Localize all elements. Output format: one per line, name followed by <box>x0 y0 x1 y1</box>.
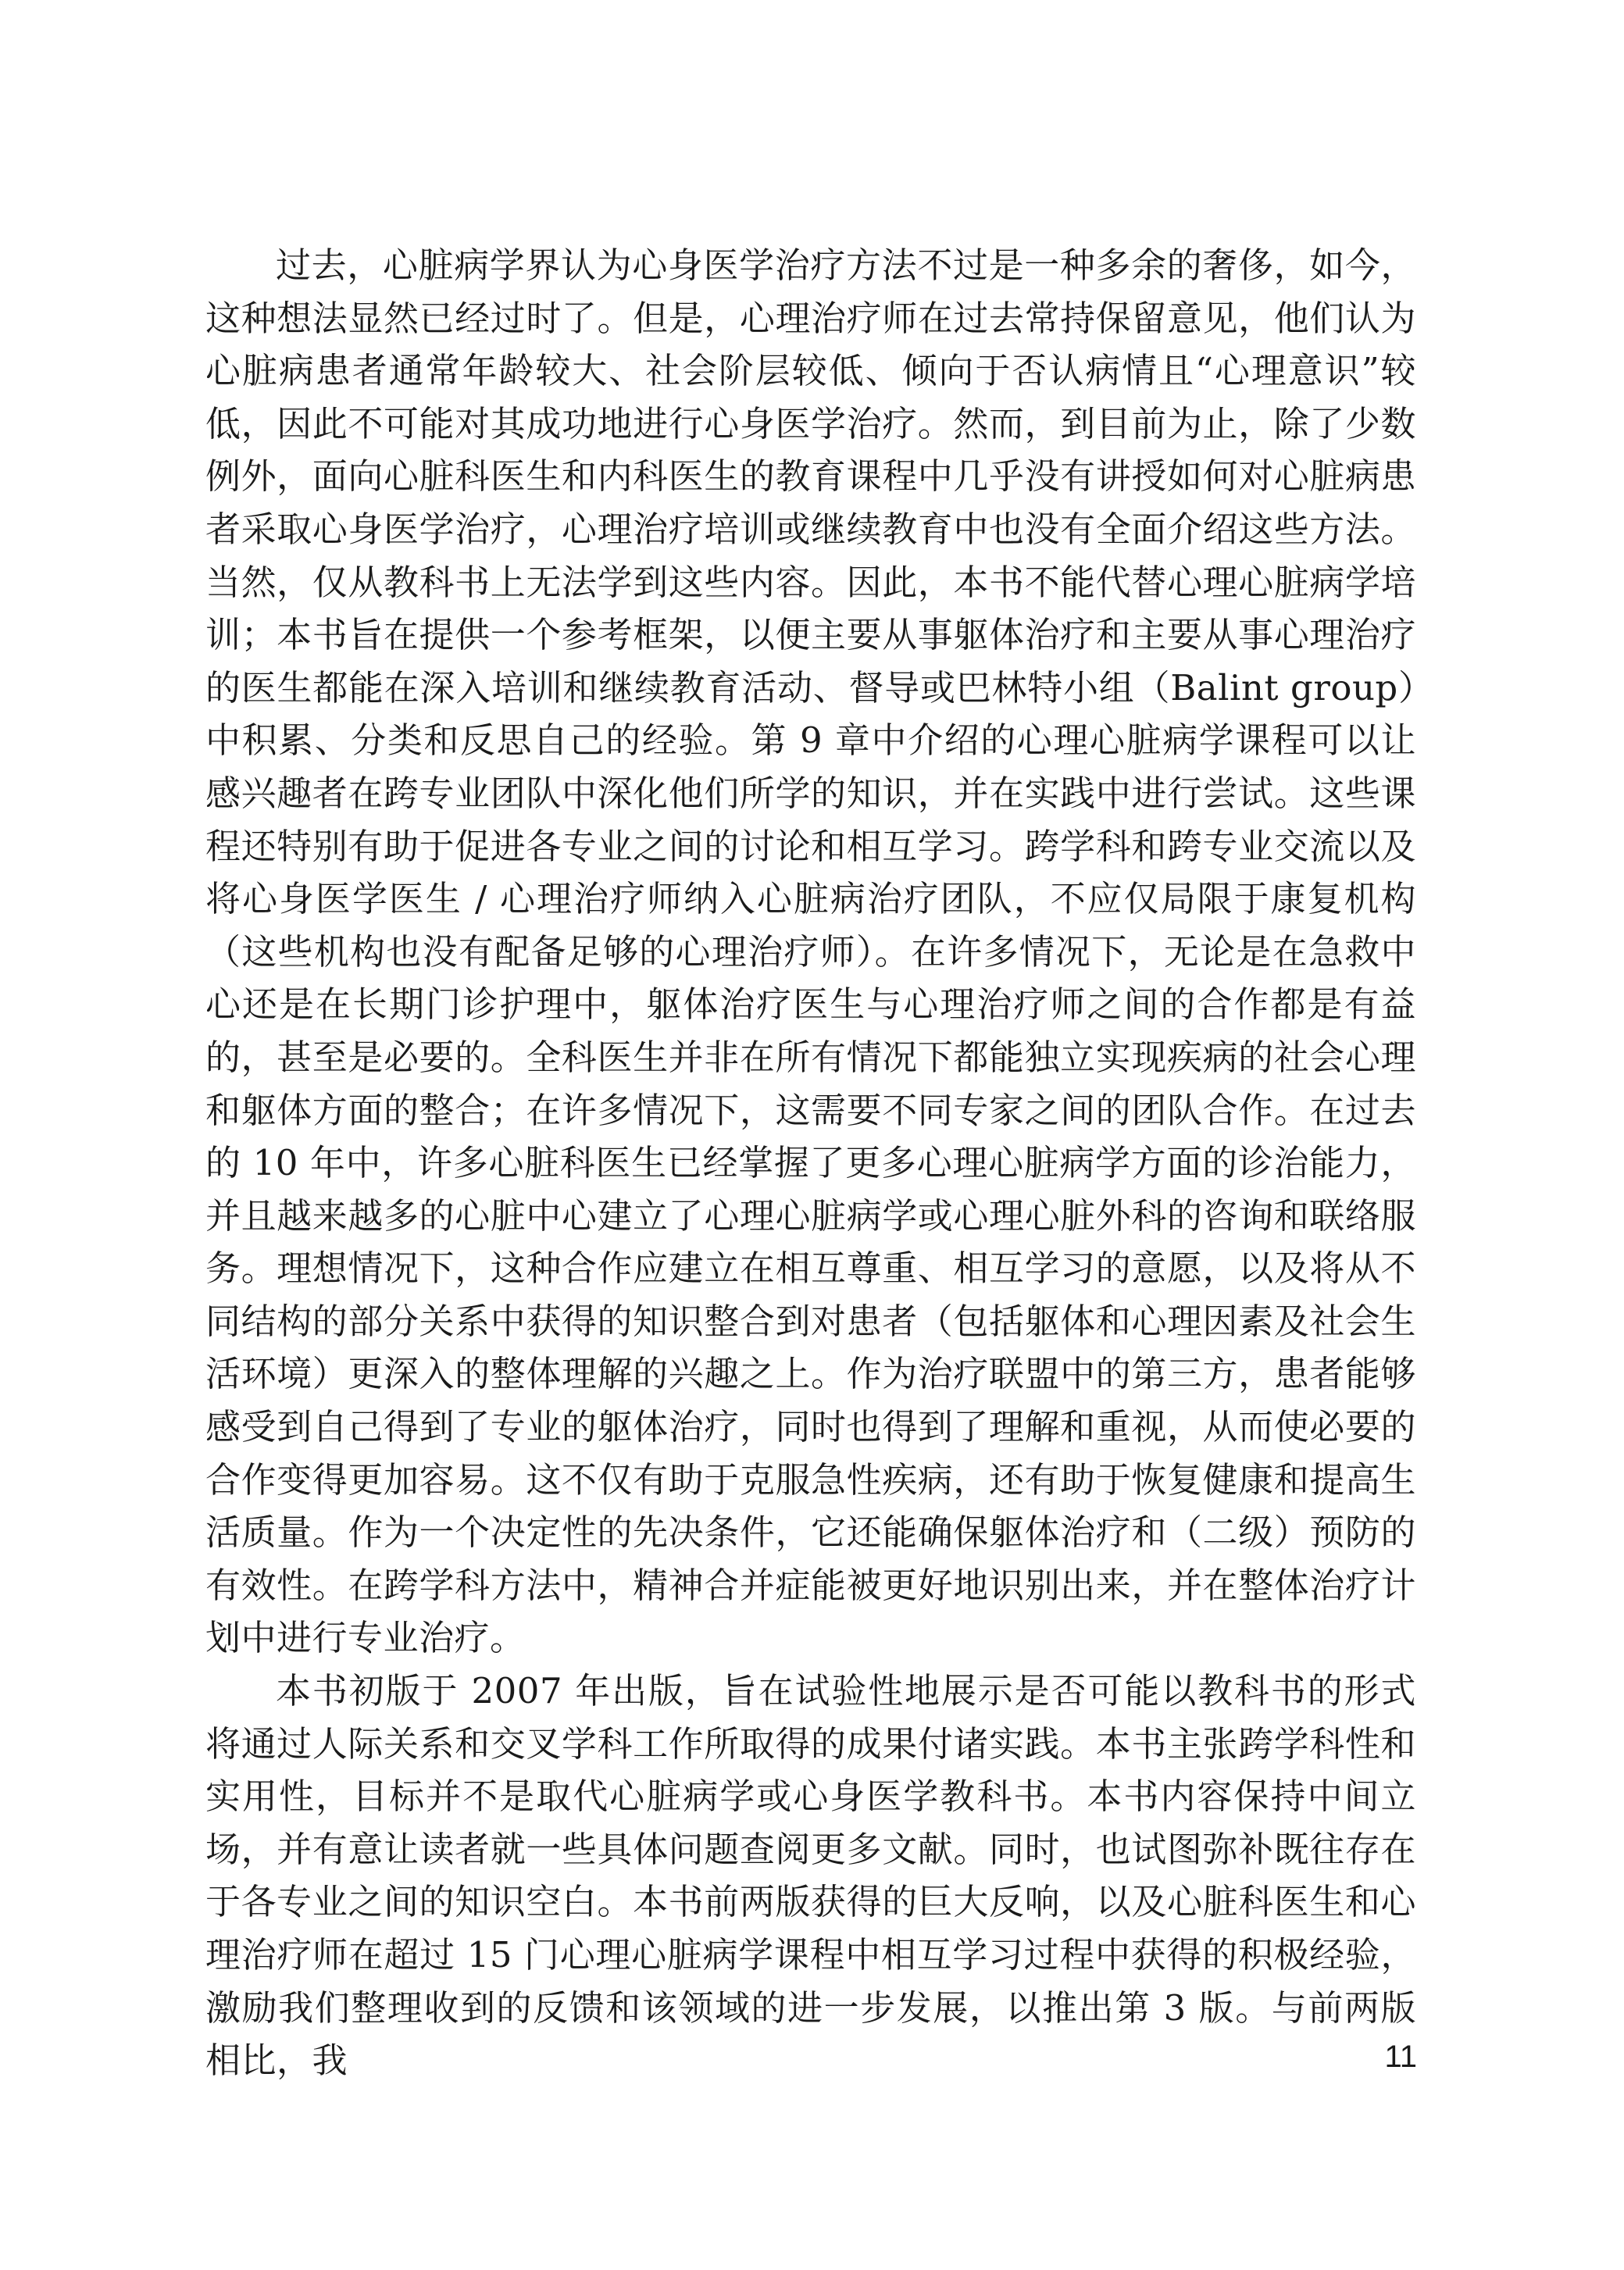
paragraph-1: 过去，心脏病学界认为心身医学治疗方法不过是一种多余的奢侈，如今，这种想法显然已经过时了。但是，心理治疗师在过去常持保留意见，他们认为心脏病患者通常年龄较大、社会阶层较低、倾向于否认病情且“心理意识”较低，因此不可能对其成功地进行心身医学治疗。然而，到目前为止，除了少数例外，面向心脏科医生和内科医生的教育课程中几乎没有讲授如何对心脏病患者采取心身医学治疗，心理治疗培训或继续教育中也没有全面介绍这些方法。当然，仅从教科书上无法学到这些内容。因此，本书不能代替心理心脏病学培训；本书旨在提供一个参考框架，以便主要从事躯体治疗和主要从事心理治疗的医生都能在深入培训和继续教育活动、督导或巴林特小组（Balint group）中积累、分类和反思自己的经验。第 9 章中介绍的心理心脏病学课程可以让感兴趣者在跨专业团队中深化他们所学的知识，并在实践中进行尝试。这些课程还特别有助于促进各专业之间的讨论和相互学习。跨学科和跨专业交流以及将心身医学医生 / 心理治疗师纳入心脏病治疗团队，不应仅局限于康复机构（这些机构也没有配备足够的心理治疗师）。在许多情况下，无论是在急救中心还是在长期门诊护理中，躯体治疗医生与心理治疗师之间的合作都是有益的，甚至是必要的。全科医生并非在所有情况下都能独立实现疾病的社会心理和躯体方面的整合；在许多情况下，这需要不同专家之间的团队合作。在过去的 10 年中，许多心脏科医生已经掌握了更多心理心脏病学方面的诊治能力，并且越来越多的心脏中心建立了心理心脏病学或心理心脏外科的咨询和联络服务。理想情况下，这种合作应建立在相互尊重、相互学习的意愿，以及将从不同结构的部分关系中获得的知识整合到对患者（包括躯体和心理因素及社会生活环境）更深入的整体理解的兴趣之上。作为治疗联盟中的第三方，患者能够感受到自己得到了专业的躯体治疗，同时也得到了理解和重视，从而使必要的合作变得更加容易。这不仅有助于克服急性疾病，还有助于恢复健康和提高生活质量。作为一个决定性的先决条件，它还能确保躯体治疗和（二级）预防的有效性。在跨学科方法中，精神合并症能被更好地识别出来，并在整体治疗计划中进行专业治疗。 <box>205 244 1416 1659</box>
paragraph-2: 本书初版于 2007 年出版，旨在试验性地展示是否可能以教科书的形式将通过人际关系和交叉学科工作所取得的成果付诸实践。本书主张跨学科性和实用性，目标并不是取代心脏病学或心身医学教科书。本书内容保持中间立场，并有意让读者就一些具体问题查阅更多文献。同时，也试图弥补既往存在于各专业之间的知识空白。本书前两版获得的巨大反响，以及心脏科医生和心理治疗师在超过 15 门心理心脏病学课程中相互学习过程中获得的积极经验，激励我们整理收到的反馈和该领域的进一步发展，以推出第 3 版。与前两版相比，我 <box>205 1670 1416 2082</box>
page-number: 11 <box>1384 2040 1417 2074</box>
body-text <box>205 239 1416 2087</box>
